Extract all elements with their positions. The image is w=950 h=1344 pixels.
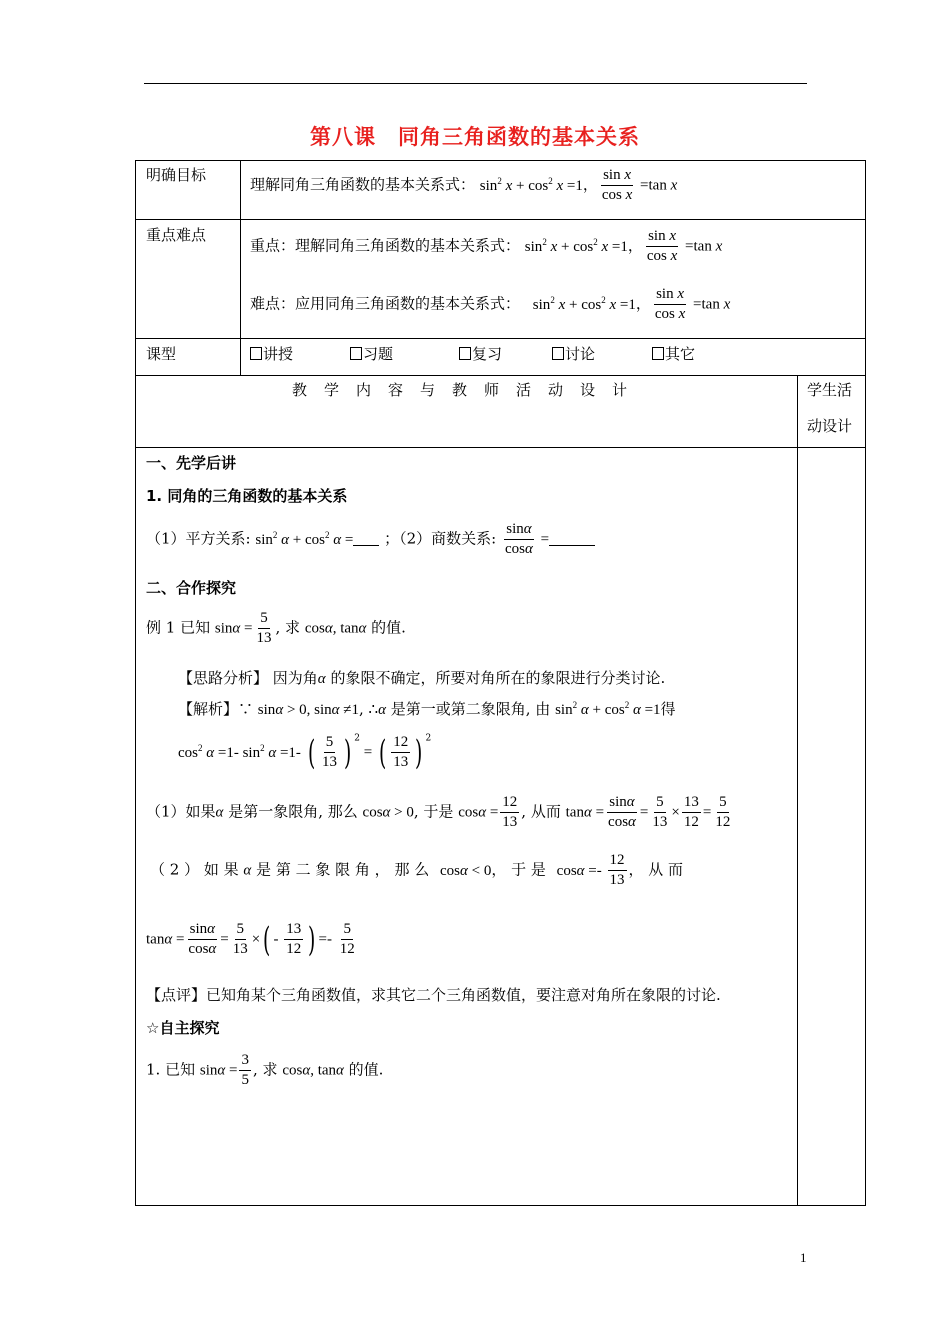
table-col-divider — [240, 160, 241, 376]
side-header-1: 学生活 — [807, 381, 853, 399]
table-rule — [135, 375, 866, 376]
key-label: 重点难点 — [146, 226, 207, 244]
page-title: 第八课 同角三角函数的基本关系 — [310, 125, 640, 149]
type-label: 课型 — [146, 345, 177, 363]
type-option[interactable]: 习题 — [350, 343, 393, 364]
table-rule — [135, 219, 866, 220]
solution: 【解析】∵ sinα > 0, sinα ≠1, ∴α 是第一或第二象限角, 由 $\sin^2 \alpha + \cos^2 \alpha =1$得 — [178, 700, 676, 718]
top-rule — [144, 83, 807, 84]
relations-line: （1）平方关系: $\sin^2 \alpha + \cos^2 \alpha$ = ；（2）商数关系: $\frac{\sin\alpha}{\cos\alpha}$ = — [146, 520, 595, 559]
answer-blank[interactable] — [353, 530, 379, 546]
section3-heading: ☆自主探究 — [146, 1019, 220, 1037]
table-border-left — [135, 160, 136, 1206]
section1-heading: 一、先学后讲 — [146, 454, 237, 472]
difficulty: 难点：应用同角三角函数的基本关系式： $\sin^2 x + \cos^2 x =1$， $\frac{\text{sin x}}{\text{cos x}}$ =tan x — [250, 286, 731, 322]
analysis: 【思路分析】 因为角α 的象限不确定，所要对角所在的象限进行分类讨论. — [178, 669, 666, 687]
table-rule — [135, 447, 866, 448]
section2-heading: 二、合作探究 — [146, 579, 237, 597]
content-header: 教学内容与教师活动设计 — [292, 381, 645, 399]
side-header-2: 动设计 — [807, 417, 853, 435]
tan-result: tanα = $\frac{\sin\alpha}{\cos\alpha}$ = $\frac{5}{13}$ ×( - $\frac{13}{12}$ ) =- $\frac{5}{12}$ — [146, 919, 355, 960]
table-border-top — [135, 160, 866, 161]
exercise-1: 1. 已知 sinα = $\frac{3}{5}$ , 求 cosα, tanα 的值. — [146, 1052, 384, 1088]
type-option[interactable]: 其它 — [652, 343, 695, 364]
table-rule — [135, 338, 866, 339]
comment: 【点评】已知角某个三角函数值，求其它二个三角函数值，要注意对角所在象限的讨论. — [146, 986, 721, 1004]
table-col-divider — [797, 375, 798, 1206]
case-1: （1）如果α 是第一象限角, 那么 cosα > 0, 于是 cosα = $\frac{12}{13}$ , 从而 tanα = $\frac{\sin\alpha}{\cos\alpha}$ = $\frac{5}{13}$ × $\frac{13}{12}$ = $\frac{5}{12}$ — [146, 794, 731, 830]
type-option[interactable]: 讲授 — [250, 343, 293, 364]
answer-blank[interactable] — [549, 530, 595, 546]
goal-label: 明确目标 — [146, 166, 207, 184]
fraction: $\frac{\text{sin x}}{\text{cos x}}$ — [601, 167, 633, 203]
section1-subheading: 1. 同角的三角函数的基本关系 — [146, 487, 348, 505]
table-border-bottom — [135, 1205, 866, 1206]
goal-text: 理解同角三角函数的基本关系式： $\sin^2 x + \cos^2 x =1$， $\frac{\text{sin x}}{\text{cos x}}$ =tan x — [250, 167, 678, 203]
table-border-right — [865, 160, 866, 1206]
derivation: $\cos^2 \alpha =1-$ $\sin^2 \alpha =1-$ ( $\frac{5}{13}$ ) $^2$ = ( $\frac{12}{13}$ ) $^2$ — [178, 732, 432, 773]
case-2: （ 2 ） 如 果 α 是 第 二 象 限 角 ， 那 么 cosα < 0， 于 是 cosα =- $\frac{12}{13}$ ， 从 而 — [150, 852, 684, 888]
type-option[interactable]: 复习 — [459, 343, 502, 364]
page-number: 1 — [800, 1250, 807, 1265]
key-point: 重点：理解同角三角函数的基本关系式： $\sin^2 x + \cos^2 x =1$， $\frac{\text{sin x}}{\text{cos x}}$ =tan x — [250, 228, 723, 264]
example-1: 例 1 已知 sinα = $\frac{5}{13}$ , 求 cosα, tanα 的值. — [146, 610, 406, 646]
type-option[interactable]: 讨论 — [552, 343, 595, 364]
identity-square: $\sin^2 x + \cos^2 x =1$ — [479, 175, 583, 194]
